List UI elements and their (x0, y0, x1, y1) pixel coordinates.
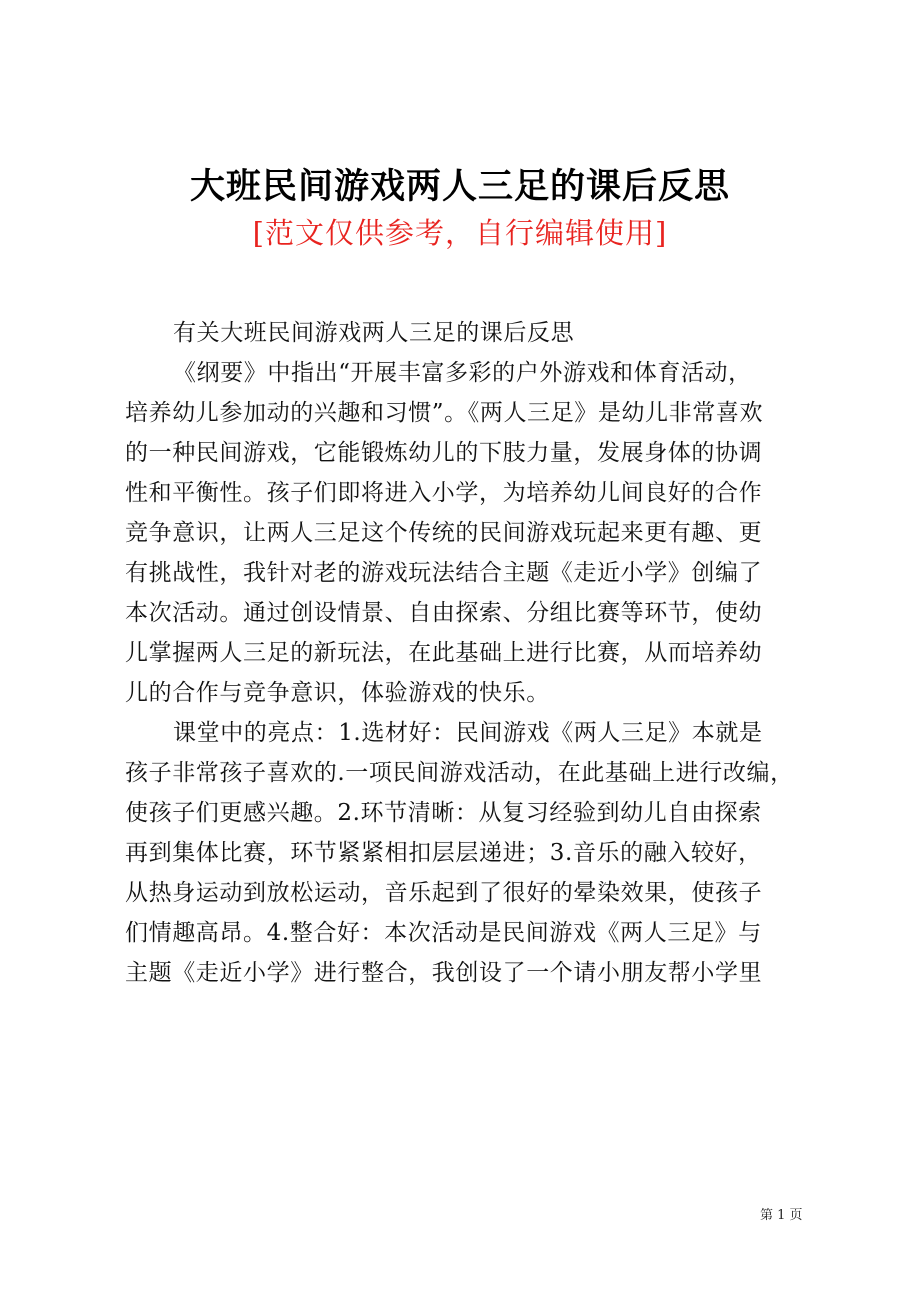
document-subtitle: [范文仅供参考，自行编辑使用] (252, 216, 668, 250)
paragraph-line: 们情趣高昂。4.整合好：本次活动是民间游戏《两人三足》与 (125, 920, 762, 946)
paragraph-line: 课堂中的亮点：1.选材好：民间游戏《两人三足》本就是 (173, 720, 763, 746)
paragraph-line: 主题《走近小学》进行整合，我创设了一个请小朋友帮小学里 (125, 960, 763, 986)
paragraph-line: 使孩子们更感兴趣。2.环节清晰：从复习经验到幼儿自由探索 (125, 800, 762, 826)
paragraph-line: 本次活动。通过创设情景、自由探索、分组比赛等环节，使幼 (125, 600, 763, 626)
paragraph-line: 孩子非常孩子喜欢的.一项民间游戏活动，在此基础上进行改编， (125, 760, 794, 786)
paragraph-line: 性和平衡性。孩子们即将进入小学，为培养幼儿间良好的合作 (125, 480, 763, 506)
paragraph-line: 的一种民间游戏，它能锻炼幼儿的下肢力量，发展身体的协调 (125, 440, 763, 466)
paragraph-line: 儿掌握两人三足的新玩法，在此基础上进行比赛，从而培养幼 (125, 640, 763, 666)
document-title: 大班民间游戏两人三足的课后反思 (189, 166, 730, 207)
paragraph-line: 有关大班民间游戏两人三足的课后反思 (173, 320, 575, 346)
paragraph-line: 《纲要》中指出“开展丰富多彩的户外游戏和体育活动， (173, 360, 752, 386)
paragraph-line: 有挑战性，我针对老的游戏玩法结合主题《走近小学》创编了 (125, 560, 763, 586)
paragraph-line: 儿的合作与竞争意识，体验游戏的快乐。 (125, 680, 550, 706)
document-body (125, 313, 793, 993)
paragraph-line: 从热身运动到放松运动，音乐起到了很好的晕染效果，使孩子 (125, 880, 763, 906)
paragraph-line: 培养幼儿参加动的兴趣和习惯”。《两人三足》是幼儿非常喜欢 (125, 400, 764, 426)
page-number: 第 1 页 (760, 1208, 803, 1223)
paragraph-line: 再到集体比赛，环节紧紧相扣层层递进；3.音乐的融入较好， (125, 840, 762, 866)
paragraph-line: 竞争意识，让两人三足这个传统的民间游戏玩起来更有趣、更 (125, 520, 763, 546)
